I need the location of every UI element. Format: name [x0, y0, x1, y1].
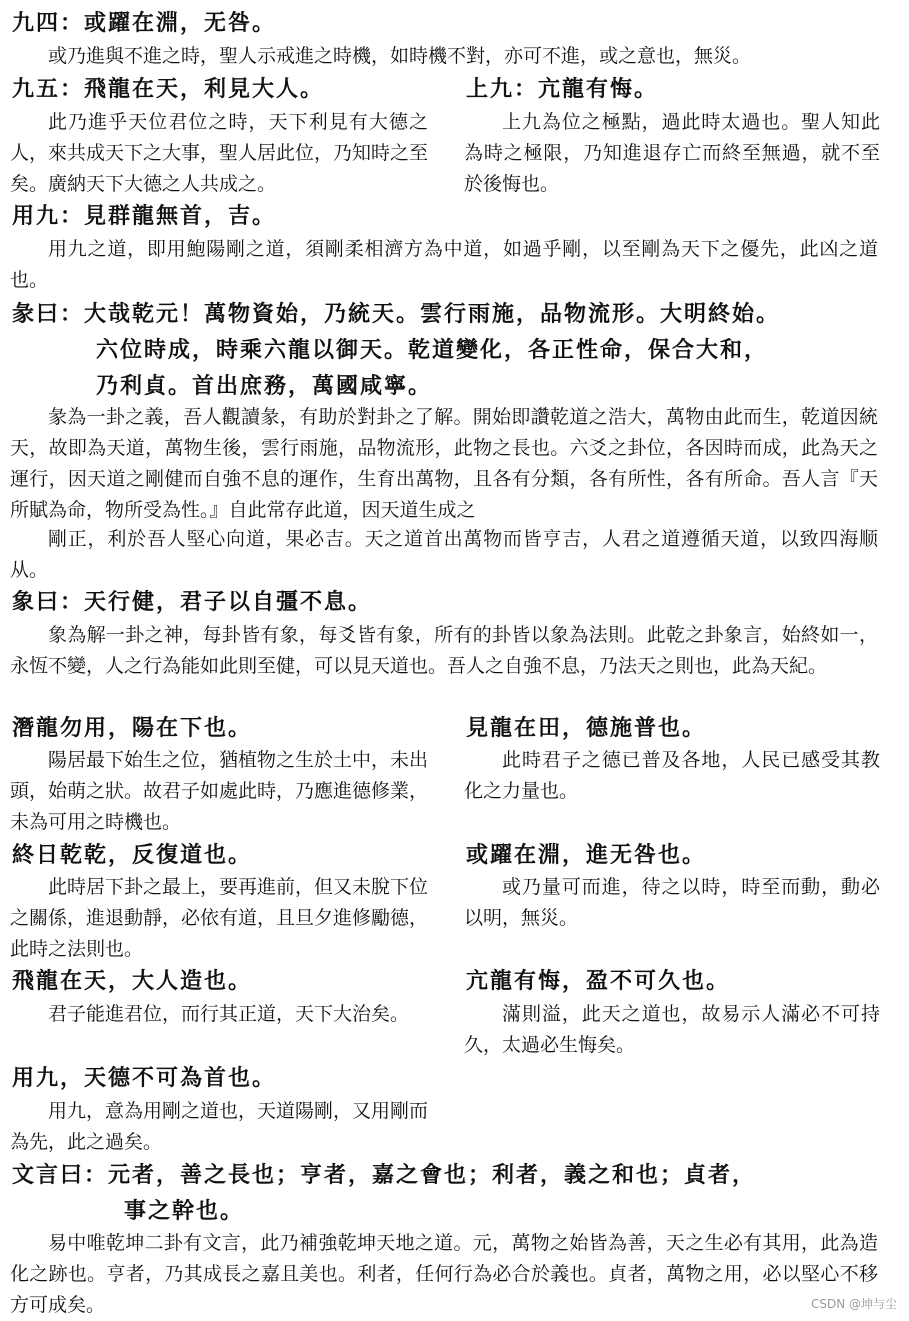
heading-tuan-line2: 六位時成，時乘六龍以御天。乾道變化，各正性命，保合大和，	[96, 337, 769, 363]
heading-yongjiu: 用九：見群龍無首，吉。	[12, 203, 277, 229]
paragraph-jiuwu: 此乃進乎天位君位之時，天下利見有大德之人，來共成天下之大事，聖人居此位，乃知時之至矣。廣納天下大德之人共成之。	[10, 111, 429, 195]
paragraph-tuan-cont: 剛正，利於吾人堅心向道，果必吉。天之道首出萬物而皆亨吉，人君之道遵循天道，以致四海顺从。	[10, 528, 878, 581]
paragraph-tuan: 彖為一卦之義，吾人觀讀彖，有助於對卦之了解。開始即讚乾道之浩大，萬物由此而生，乾道因統天，故即為天道，萬物生後，雲行雨施，品物流形，此物之長也。六爻之卦位，各因時而成，此為天之運行，因天道之剛健而自強不息的運作，生育出萬物，且各有分類，各有所性，各有所命。吾人言『天所賦為命，物所受為性。』自此常存此道，因天道生成之	[10, 406, 878, 521]
heading-wenyan-line2: 事之幹也。	[124, 1198, 245, 1224]
heading-qianlong: 潛龍勿用，陽在下也。	[12, 715, 253, 741]
paragraph-jianlong: 此時君子之德已普及各地，人民已感受其教化之力量也。	[464, 749, 880, 802]
heading-jiusi: 九四：或躍在淵，无咎。	[12, 10, 277, 36]
heading-wenyan-line1: 文言曰：元者，善之長也；亨者，嘉之會也；利者，義之和也；貞者，	[12, 1162, 757, 1188]
paragraph-kanglong: 滿則溢，此天之道也，故易示人滿必不可持久，太過必生悔矣。	[464, 1003, 880, 1056]
paragraph-xiang: 象為解一卦之神，每卦皆有象，每爻皆有象，所有的卦皆以象為法則。此乾之卦象言，始終如一，永恆不變，人之行為能如此則至健，可以見天道也。吾人之自強不息，乃法天之則也，此為天紀。	[10, 624, 878, 677]
paragraph-huoyue: 或乃量可而進，待之以時，時至而動，動必以明，無災。	[464, 876, 880, 929]
paragraph-shangjiu: 上九為位之極點，過此時太過也。聖人知此為時之極限，乃知進退存亡而終至無過，就不至於後悔也。	[464, 111, 880, 195]
heading-xiang: 象曰：天行健，君子以自彊不息。	[12, 589, 373, 615]
paragraph-qianlong: 陽居最下始生之位，猶植物之生於土中，未出頭，始萌之狀。故君子如處此時，乃應進德修業，未為可用之時機也。	[10, 749, 429, 833]
paragraph-yongjiu-tiande: 用九，意為用剛之道也，天道陽剛，又用剛而為先，此之過矣。	[10, 1100, 429, 1153]
paragraph-wenyan: 易中唯乾坤二卦有文言，此乃補強乾坤天地之道。元，萬物之始皆為善，天之生必有其用，此為造化之跡也。亨者，乃其成長之嘉且美也。利者，任何行為必合於義也。貞者，萬物之用，必以堅心不移方可成矣。	[10, 1232, 878, 1316]
heading-huoyue: 或躍在淵，進无咎也。	[466, 842, 707, 868]
watermark-text: CSDN @坤与尘	[810, 1297, 897, 1311]
heading-yongjiu-tiande: 用九，天德不可為首也。	[12, 1065, 277, 1091]
heading-tuan-line1: 彖曰：大哉乾元！萬物資始，乃統天。雲行雨施，品物流形。大明終始。	[12, 301, 781, 327]
heading-jiuwu: 九五：飛龍在天，利見大人。	[12, 76, 325, 102]
paragraph-yongjiu: 用九之道，即用鮑陽剛之道，須剛柔相濟方為中道，如過乎剛，以至剛為天下之優先，此凶之道也。	[10, 238, 878, 291]
paragraph-feilong: 君子能進君位，而行其正道，天下大治矣。	[48, 1003, 410, 1025]
paragraph-zhongri: 此時居下卦之最上，要再進前，但又未脫下位之關係，進退動靜，必依有道，且旦夕進修勵德，此時之法則也。	[10, 876, 429, 960]
heading-kanglong: 亢龍有悔，盈不可久也。	[466, 968, 731, 994]
heading-tuan-line3: 乃利貞。首出庶務，萬國咸寧。	[96, 373, 433, 399]
heading-zhongri: 終日乾乾，反復道也。	[12, 842, 253, 868]
heading-feilong: 飛龍在天，大人造也。	[12, 968, 253, 994]
heading-shangjiu: 上九：亢龍有悔。	[466, 76, 659, 102]
paragraph-jiusi: 或乃進與不進之時，聖人示戒進之時機，如時機不對，亦可不進，或之意也，無災。	[48, 45, 752, 67]
heading-jianlong: 見龍在田，德施普也。	[466, 715, 707, 741]
